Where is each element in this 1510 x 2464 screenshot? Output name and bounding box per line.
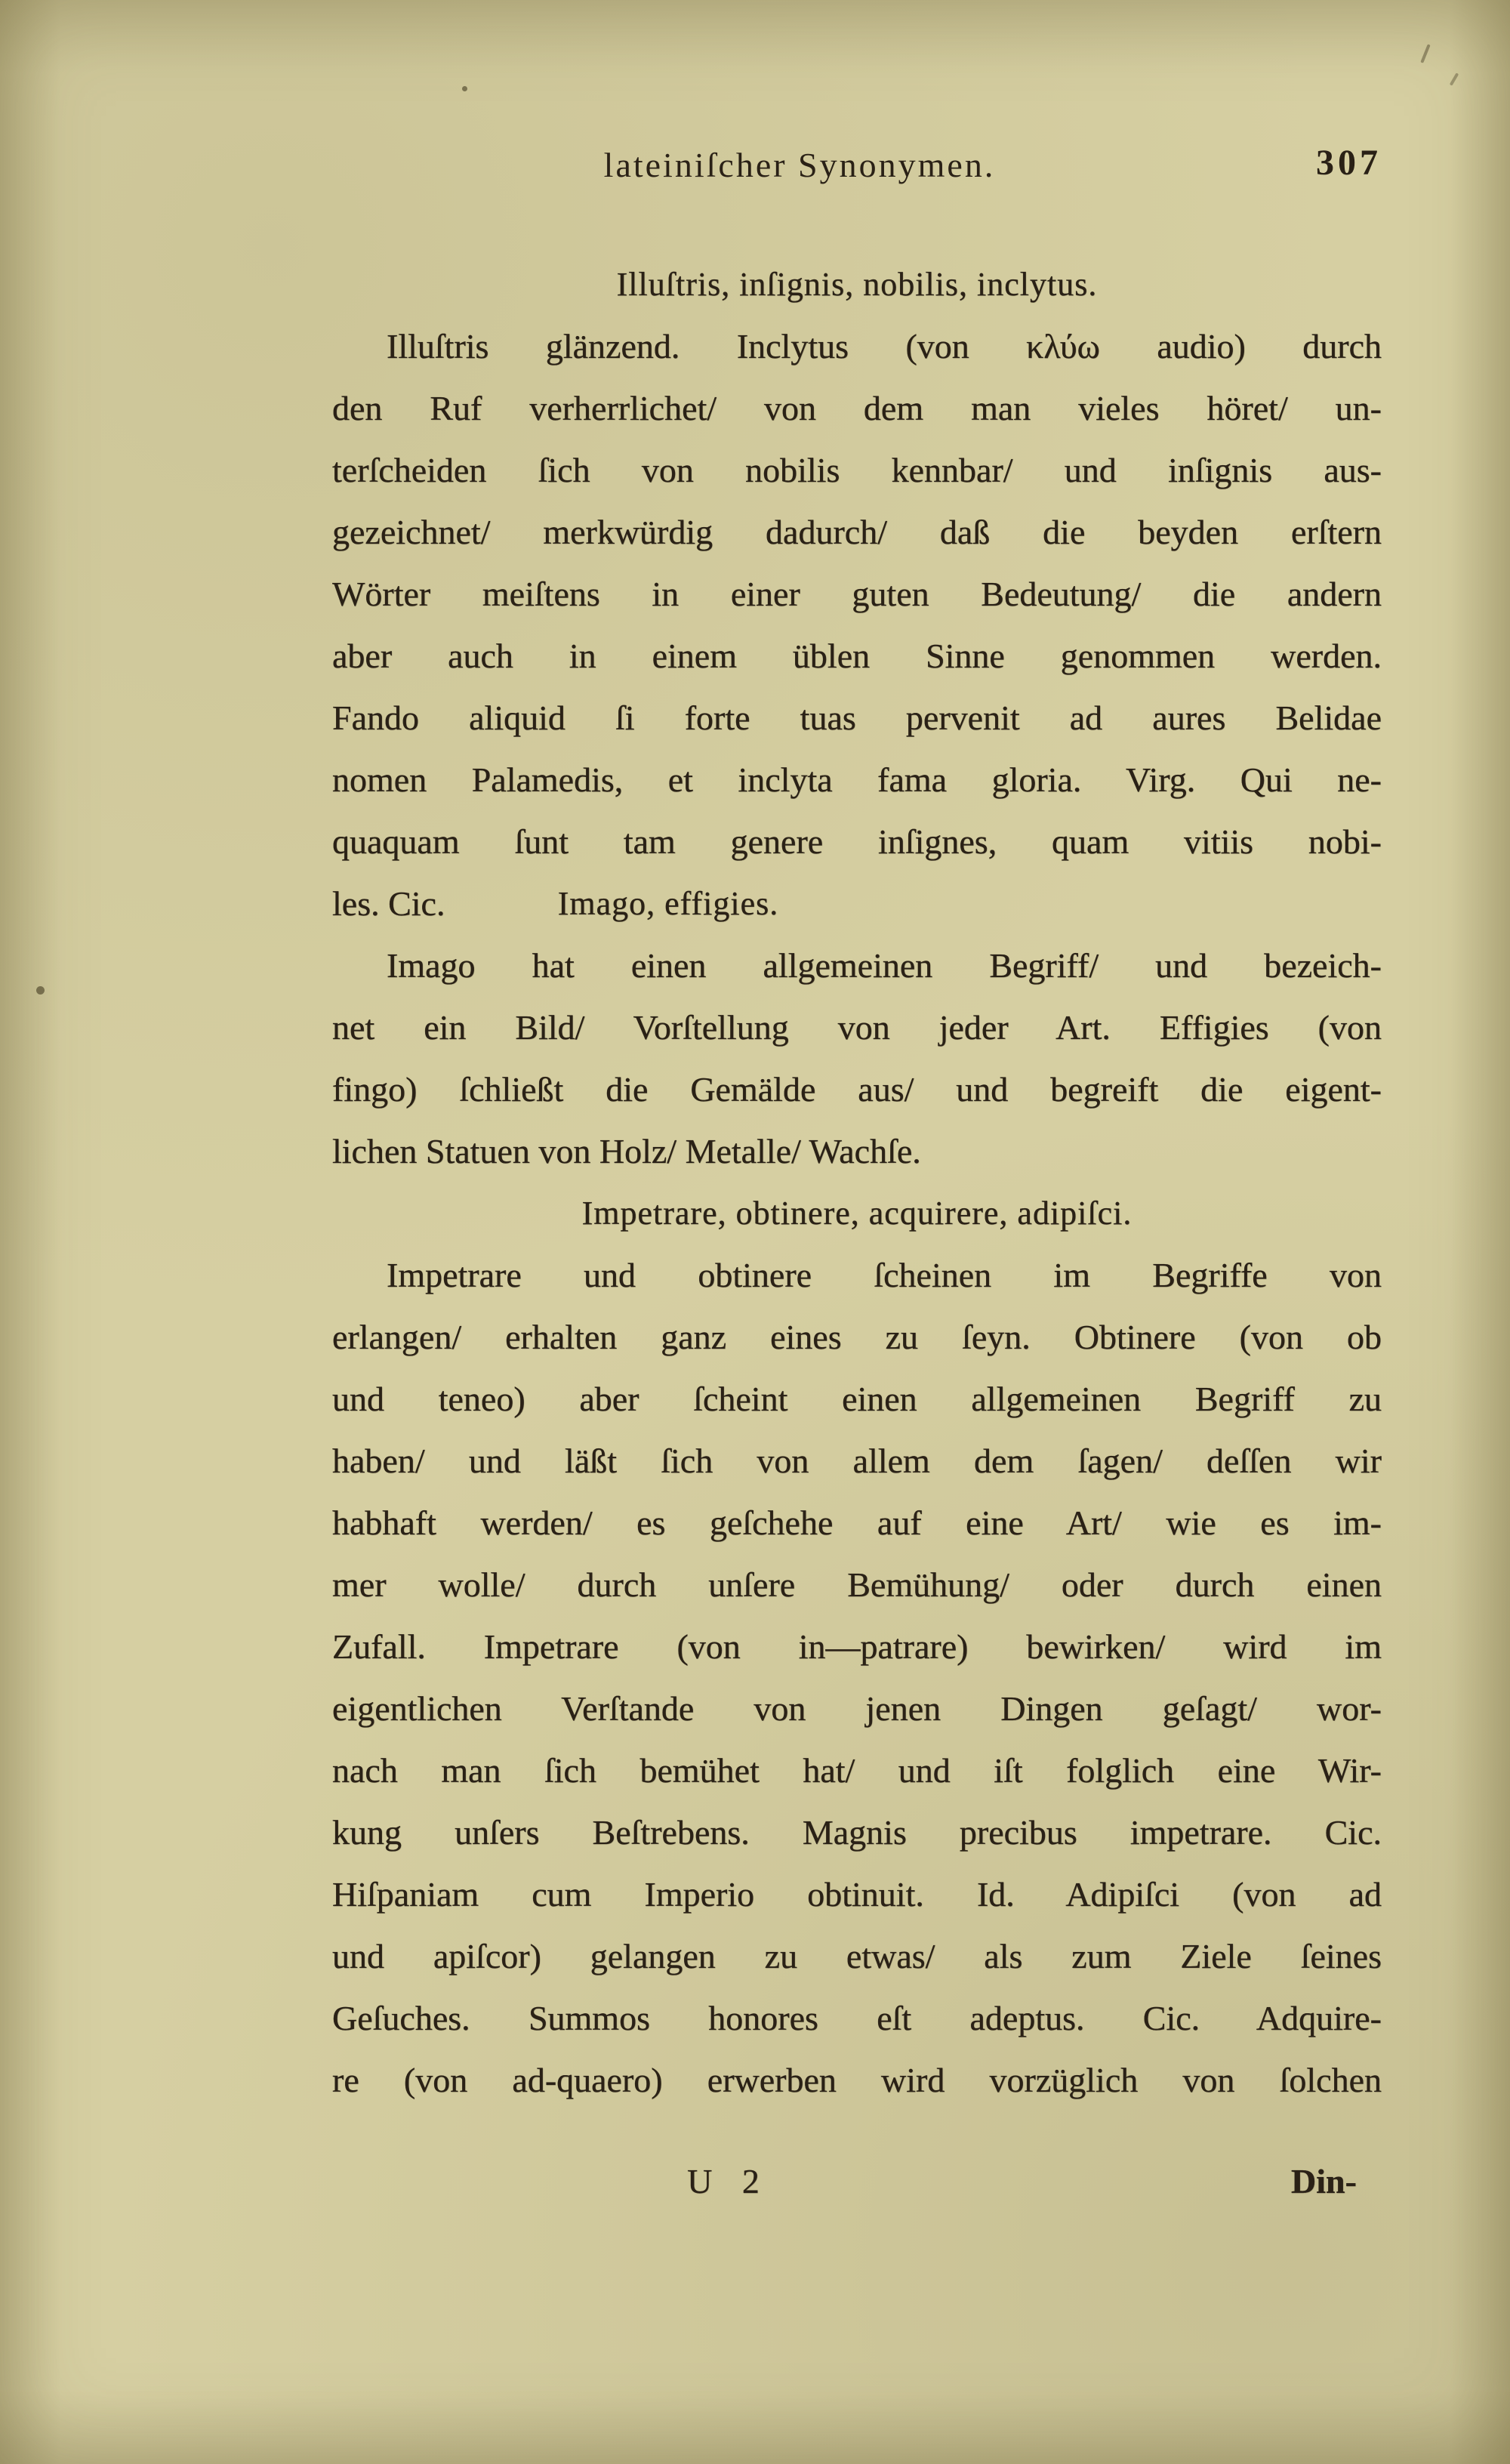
page-header xyxy=(332,145,1382,198)
text-line: Impetrare und obtinere ſcheinen im Begriffe von xyxy=(387,1256,1382,1294)
text-line: lichen Statuen von Holz/ Metalle/ Wachſe. xyxy=(332,1132,921,1170)
text-line: Wörter meiſtens in einer guten Bedeutung/ die andern xyxy=(332,575,1382,613)
text-line: kung unſers Beſtrebens. Magnis precibus impetrare. Cic. xyxy=(332,1813,1382,1852)
page-footer xyxy=(332,2151,1382,2213)
signature-mark: U 2 xyxy=(687,2162,770,2200)
ink-speck xyxy=(36,986,45,995)
text-line: und teneo) aber ſcheint einen allgemeinen Begriff zu xyxy=(332,1380,1382,1418)
text-line: aber auch in einem üblen Sinne genommen werden. xyxy=(332,637,1382,675)
text-line: Illuſtris glänzend. Inclytus (von κλύω audio) durch xyxy=(387,327,1382,365)
text-block xyxy=(332,254,1382,2111)
text-line: gezeichnet/ merkwürdig dadurch/ daß die beyden erſtern xyxy=(332,513,1382,551)
text-line: Zufall. Impetrare (von in—patrare) bewirken/ wird im xyxy=(332,1627,1382,1666)
text-line xyxy=(332,873,1382,935)
page-number: 307 xyxy=(1316,143,1382,183)
running-title: lateiniſcher Synonymen. xyxy=(603,146,996,184)
text-line: fingo) ſchließt die Gemälde aus/ und begreift die eigent- xyxy=(332,1070,1382,1109)
ink-speck xyxy=(1450,72,1459,86)
text-line: nach man ſich bemühet hat/ und iſt folglich eine Wir- xyxy=(332,1751,1382,1790)
ink-speck xyxy=(1420,44,1430,63)
text-line: und apiſcor) gelangen zu etwas/ als zum Ziele ſeines xyxy=(332,1937,1382,1975)
text-line: Hiſpaniam cum Imperio obtinuit. Id. Adipiſci (von ad xyxy=(332,1875,1382,1914)
text-line: quaquam ſunt tam genere inſignes, quam vitiis nobi- xyxy=(332,822,1382,861)
ink-speck xyxy=(462,86,467,91)
text-line: terſcheiden ſich von nobilis kennbar/ und inſignis aus- xyxy=(332,451,1382,489)
synonym-group-heading: Impetrare, obtinere, acquirere, adipiſci. xyxy=(581,1195,1132,1232)
synonym-group-heading: Illuſtris, inſignis, nobilis, inclytus. xyxy=(616,266,1098,303)
text-line: haben/ und läßt ſich von allem dem ſagen/ deſſen wir xyxy=(332,1442,1382,1480)
text-line: erlangen/ erhalten ganz eines zu ſeyn. Obtinere (von ob xyxy=(332,1318,1382,1356)
text-line: nomen Palamedis, et inclyta fama gloria. Virg. Qui ne- xyxy=(332,760,1382,799)
text-line: habhaft werden/ es geſchehe auf eine Art/ wie es im- xyxy=(332,1503,1382,1542)
text-line: re (von ad-quaero) erwerben wird vorzüglich von ſolchen xyxy=(332,2061,1382,2099)
text-line: Geſuches. Summos honores eſt adeptus. Cic. Adquire- xyxy=(332,1999,1382,2037)
text-line: mer wolle/ durch unſere Bemühung/ oder durch einen xyxy=(332,1565,1382,1604)
text-line: den Ruf verherrlichet/ von dem man vieles höret/ un- xyxy=(332,389,1382,427)
text-line: Imago hat einen allgemeinen Begriff/ und bezeich- xyxy=(387,946,1382,985)
text-line: net ein Bild/ Vorſtellung von jeder Art. Effigies (von xyxy=(332,1008,1382,1047)
synonym-group-heading: Imago, effigies. xyxy=(557,885,779,922)
catchword: Din- xyxy=(1291,2162,1357,2200)
text-line: Fando aliquid ſi forte tuas pervenit ad aures Belidae xyxy=(332,698,1382,737)
text-line: les. Cic. xyxy=(332,884,445,923)
text-line: eigentlichen Verſtande von jenen Dingen geſagt/ wor- xyxy=(332,1689,1382,1728)
